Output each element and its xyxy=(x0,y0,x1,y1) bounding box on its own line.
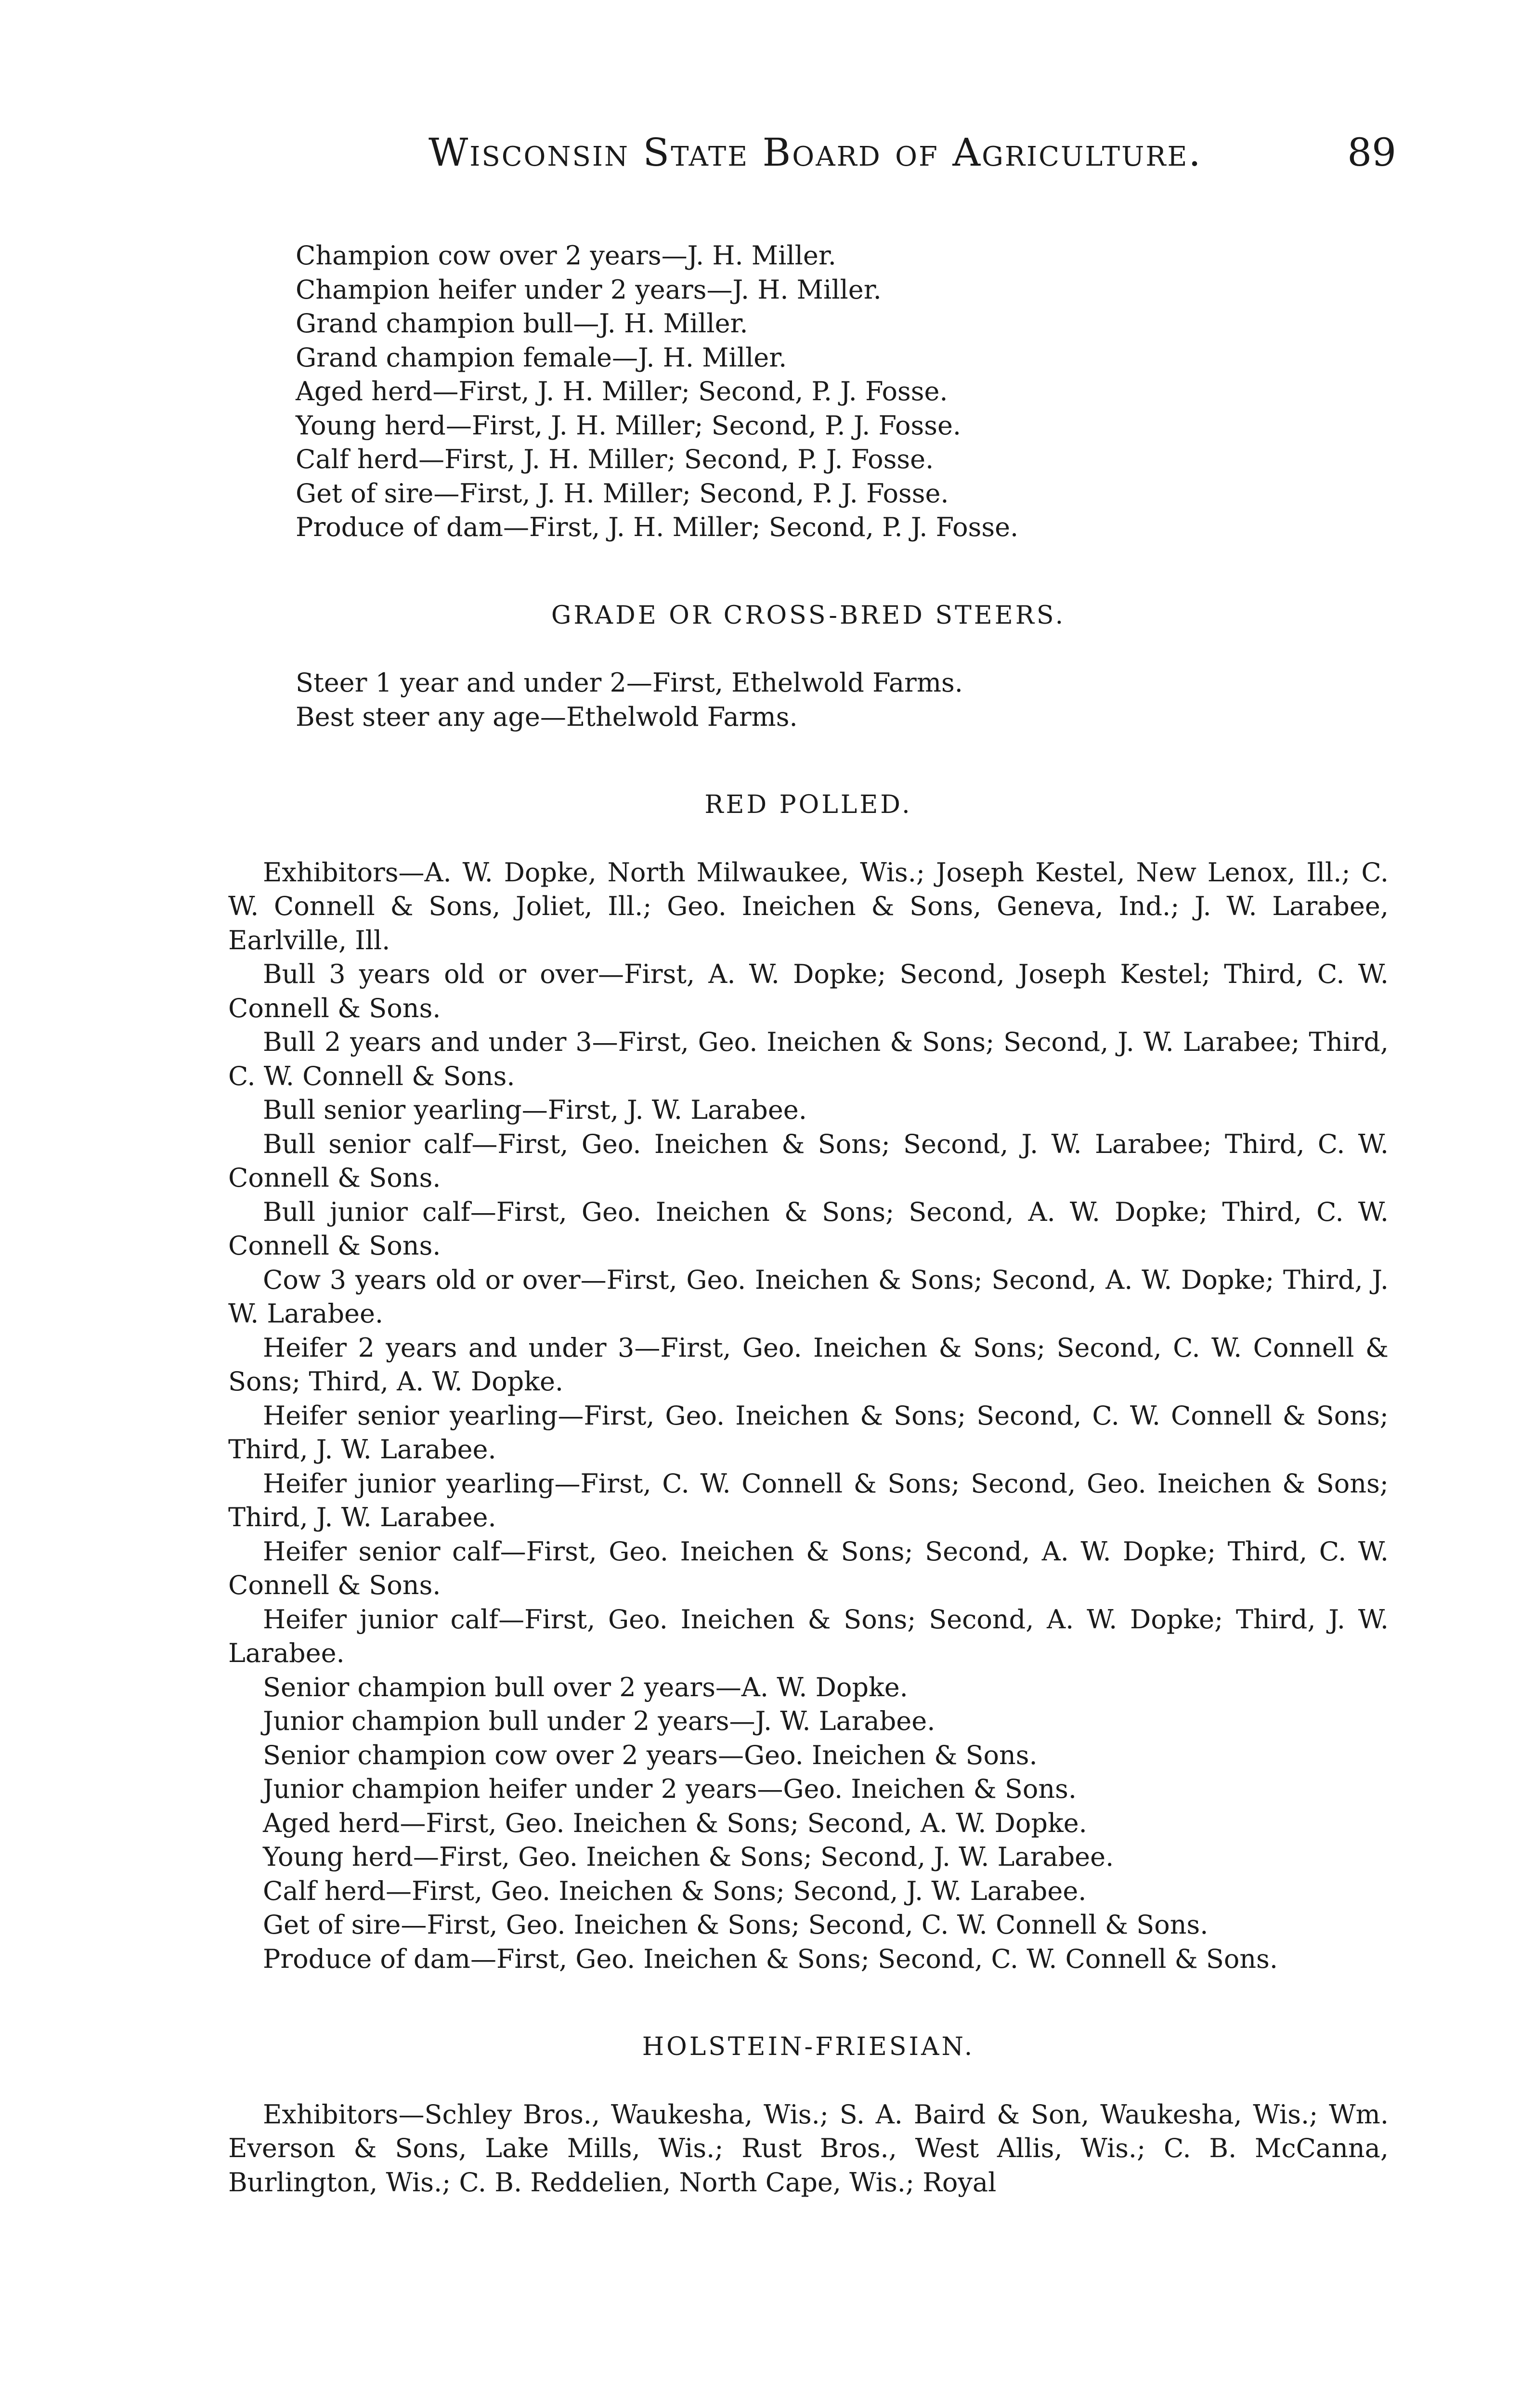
award-entry: Grand champion bull—J. H. Miller. xyxy=(296,308,748,339)
page-header xyxy=(419,130,1396,193)
award-entry: Young herd—First, Geo. Ineichen & Sons; Second, J. W. Larabee. xyxy=(263,1842,1114,1872)
award-entry: Heifer junior yearling—First, C. W. Connell & Sons; Second, Geo. Ineichen & Sons; Third, J. W. Larabee. xyxy=(228,1468,1389,1532)
page-number: 89 xyxy=(1347,130,1396,175)
section-heading-red-polled: RED POLLED. xyxy=(704,790,912,819)
award-entry: Junior champion heifer under 2 years—Geo. Ineichen & Sons. xyxy=(263,1774,1077,1804)
award-entry: Senior champion cow over 2 years—Geo. Ineichen & Sons. xyxy=(263,1740,1038,1770)
award-entry: Heifer senior yearling—First, Geo. Ineichen & Sons; Second, C. W. Connell & Sons; Third, J. W. Larabee. xyxy=(228,1400,1389,1465)
award-entry: Champion heifer under 2 years—J. H. Miller. xyxy=(296,274,882,305)
section-heading-grade-steers: GRADE OR CROSS-BRED STEERS. xyxy=(551,601,1066,630)
red-polled-awards xyxy=(228,856,1389,1976)
award-entry: Best steer any age—Ethelwold Farms. xyxy=(296,701,798,732)
page-body xyxy=(228,239,1389,2199)
award-entry: Grand champion female—J. H. Miller. xyxy=(296,342,787,373)
award-entry: Get of sire—First, Geo. Ineichen & Sons; Second, C. W. Connell & Sons. xyxy=(263,1910,1208,1940)
holstein-friesian-awards xyxy=(228,2098,1389,2200)
award-entry: Champion cow over 2 years—J. H. Miller. xyxy=(296,240,836,271)
award-entry: Steer 1 year and under 2—First, Ethelwold Farms. xyxy=(296,667,963,698)
award-entry: Heifer junior calf—First, Geo. Ineichen & Sons; Second, A. W. Dopke; Third, J. W. Larabee. xyxy=(228,1604,1389,1668)
exhibitors-entry: Exhibitors—Schley Bros., Waukesha, Wis.; S. A. Baird & Son, Waukesha, Wis.; Wm. Everson & Sons, Lake Mills, Wis.; Rust Bros., West Allis, Wis.; C. B. McCanna, Burlington, Wis.; C. B. Reddelien, North Cape, Wis.; Royal xyxy=(228,2099,1389,2198)
award-entry: Calf herd—First, Geo. Ineichen & Sons; Second, J. W. Larabee. xyxy=(263,1875,1087,1906)
award-entry: Calf herd—First, J. H. Miller; Second, P. J. Fosse. xyxy=(296,444,934,474)
award-entry: Produce of dam—First, Geo. Ineichen & Sons; Second, C. W. Connell & Sons. xyxy=(263,1943,1278,1974)
award-entry: Bull senior yearling—First, J. W. Larabee. xyxy=(263,1095,807,1125)
award-entry: Heifer senior calf—First, Geo. Ineichen & Sons; Second, A. W. Dopke; Third, C. W. Connell & Sons. xyxy=(228,1536,1389,1600)
award-entry: Bull 3 years old or over—First, A. W. Dopke; Second, Joseph Kestel; Third, C. W. Connell & Sons. xyxy=(228,959,1389,1023)
award-entry: Bull junior calf—First, Geo. Ineichen & Sons; Second, A. W. Dopke; Third, C. W. Connell & Sons. xyxy=(228,1196,1389,1261)
award-entry: Aged herd—First, J. H. Miller; Second, P. J. Fosse. xyxy=(296,376,948,406)
award-entry: Heifer 2 years and under 3—First, Geo. Ineichen & Sons; Second, C. W. Connell & Sons; Third, A. W. Dopke. xyxy=(228,1332,1389,1397)
award-entry: Senior champion bull over 2 years—A. W. Dopke. xyxy=(263,1672,908,1702)
grade-steers-awards xyxy=(228,666,1389,734)
award-entry: Junior champion bull under 2 years—J. W. Larabee. xyxy=(263,1706,935,1736)
award-entry: Aged herd—First, Geo. Ineichen & Sons; Second, A. W. Dopke. xyxy=(263,1807,1087,1838)
shorthorn-continued-awards xyxy=(228,239,1389,545)
award-entry: Bull senior calf—First, Geo. Ineichen & Sons; Second, J. W. Larabee; Third, C. W. Connell & Sons. xyxy=(228,1128,1389,1193)
award-entry: Get of sire—First, J. H. Miller; Second, P. J. Fosse. xyxy=(296,478,949,509)
section-heading-holstein-friesian: HOLSTEIN-FRIESIAN. xyxy=(642,2032,975,2061)
award-entry: Produce of dam—First, J. H. Miller; Second, P. J. Fosse. xyxy=(296,512,1019,542)
exhibitors-entry: Exhibitors—A. W. Dopke, North Milwaukee, Wis.; Joseph Kestel, New Lenox, Ill.; C. W. Connell & Sons, Joliet, Ill.; Geo. Ineichen & Sons, Geneva, Ind.; J. W. Larabee, Earlville, Ill. xyxy=(228,857,1389,955)
award-entry: Bull 2 years and under 3—First, Geo. Ineichen & Sons; Second, J. W. Larabee; Third, C. W. Connell & Sons. xyxy=(228,1027,1389,1091)
running-head: Wisconsin State Board of Agriculture. xyxy=(429,130,1202,175)
award-entry: Cow 3 years old or over—First, Geo. Ineichen & Sons; Second, A. W. Dopke; Third, J. W. Larabee. xyxy=(228,1264,1389,1329)
award-entry: Young herd—First, J. H. Miller; Second, P. J. Fosse. xyxy=(296,410,961,441)
